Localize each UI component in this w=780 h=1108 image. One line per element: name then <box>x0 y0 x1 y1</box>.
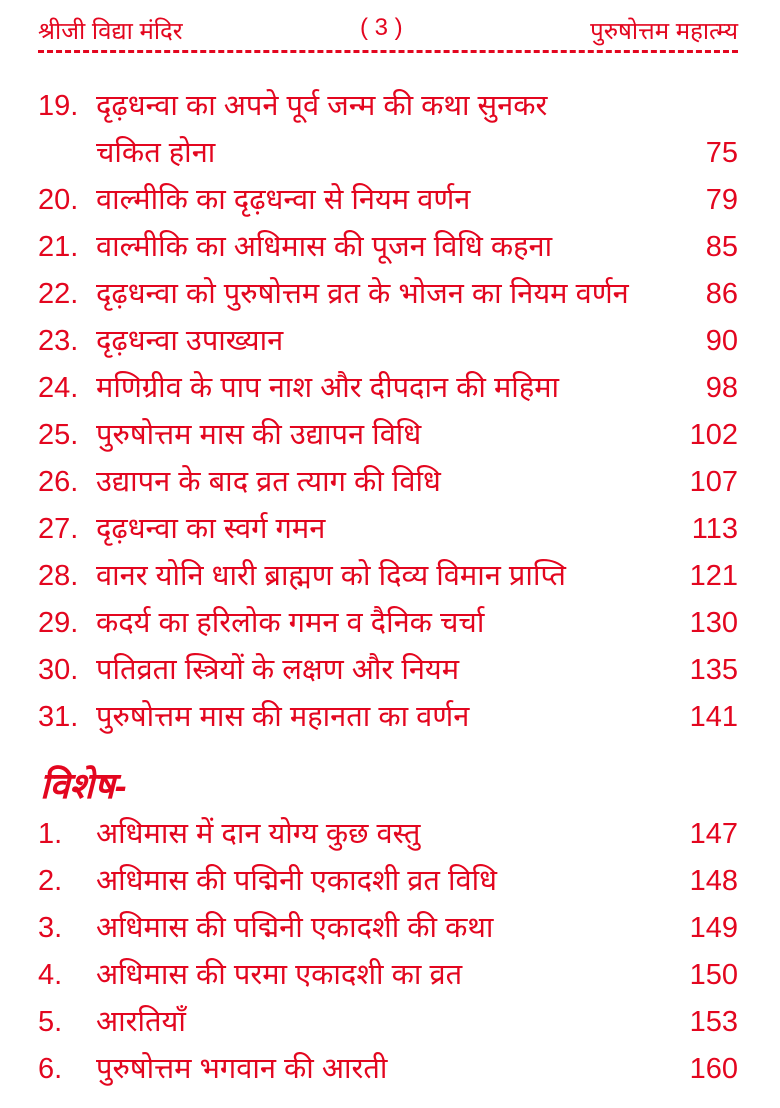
entry-number: 23. <box>38 325 79 357</box>
entry-title: पुरुषोत्तम भगवान की आरती <box>96 1053 388 1085</box>
entry-page: 107 <box>689 466 738 498</box>
toc-entry[interactable] <box>38 460 738 504</box>
entry-page: 79 <box>705 184 738 216</box>
entry-title: अधिमास की पद्मिनी एकादशी की कथा <box>96 912 494 944</box>
entry-number: 28. <box>38 560 79 592</box>
entry-number: 22. <box>38 278 79 310</box>
entry-title: उद्यापन के बाद व्रत त्याग की विधि <box>96 466 441 498</box>
entry-number: 27. <box>38 513 79 545</box>
entry-title: दृढ़धन्वा उपाख्यान <box>96 325 284 357</box>
entry-title: पुरुषोत्तम मास की उद्यापन विधि <box>96 419 422 451</box>
toc-entry[interactable] <box>38 601 738 645</box>
entry-title: कदर्य का हरिलोक गमन व दैनिक चर्चा <box>96 607 485 639</box>
toc-entry[interactable] <box>38 319 738 363</box>
entry-title: अधिमास में दान योग्य कुछ वस्तु <box>96 818 421 850</box>
toc-entry[interactable] <box>38 225 738 269</box>
toc-entry[interactable] <box>38 507 738 551</box>
dashed-divider <box>38 50 738 53</box>
entry-page: 149 <box>689 912 738 944</box>
toc-entry[interactable] <box>38 648 738 692</box>
entry-page: 147 <box>689 818 738 850</box>
special-entry[interactable] <box>38 1000 738 1044</box>
entry-page: 121 <box>689 560 738 592</box>
toc-entry[interactable] <box>38 695 738 739</box>
entry-title: वाल्मीकि का अधिमास की पूजन विधि कहना <box>96 231 553 263</box>
toc-entry[interactable] <box>38 413 738 457</box>
toc-entry[interactable] <box>38 366 738 410</box>
entry-page: 90 <box>705 325 738 357</box>
toc-entry[interactable] <box>38 272 738 316</box>
entry-number: 5. <box>38 1006 63 1038</box>
toc-entry[interactable] <box>38 554 738 598</box>
entry-number: 6. <box>38 1053 63 1085</box>
entry-page: 85 <box>705 231 738 263</box>
entry-number: 1. <box>38 818 63 850</box>
special-heading: विशेष- <box>40 765 127 806</box>
entry-title: दृढ़धन्वा का स्वर्ग गमन <box>96 513 326 545</box>
entry-title: दृढ़धन्वा का अपने पूर्व जन्म की कथा सुनकर <box>96 90 548 122</box>
header-left: श्रीजी विद्या मंदिर <box>38 18 183 45</box>
header-right: पुरुषोत्तम महात्म्य <box>590 18 738 45</box>
entry-number: 4. <box>38 959 63 991</box>
entry-page: 98 <box>705 372 738 404</box>
entry-number: 31. <box>38 701 79 733</box>
toc-entry-continued[interactable] <box>38 131 738 175</box>
entry-page: 141 <box>689 701 738 733</box>
toc-entry[interactable] <box>38 84 738 128</box>
entry-title: दृढ़धन्वा को पुरुषोत्तम व्रत के भोजन का नियम वर्णन <box>96 278 629 310</box>
entry-number: 24. <box>38 372 79 404</box>
page-number: ( 3 ) <box>360 14 403 41</box>
entry-title: मणिग्रीव के पाप नाश और दीपदान की महिमा <box>96 372 560 404</box>
entry-title: वाल्मीकि का दृढ़धन्वा से नियम वर्णन <box>96 184 471 216</box>
entry-number: 30. <box>38 654 79 686</box>
special-entry[interactable] <box>38 953 738 997</box>
entry-title-continued: चकित होना <box>96 137 216 169</box>
entry-title: पुरुषोत्तम मास की महानता का वर्णन <box>96 701 470 733</box>
entry-number: 29. <box>38 607 79 639</box>
entry-number: 25. <box>38 419 79 451</box>
special-entry[interactable] <box>38 859 738 903</box>
special-entry[interactable] <box>38 1047 738 1091</box>
special-entry[interactable] <box>38 906 738 950</box>
entry-number: 26. <box>38 466 79 498</box>
special-entry[interactable] <box>38 812 738 856</box>
entry-title: पतिव्रता स्त्रियों के लक्षण और नियम <box>96 654 460 686</box>
running-header <box>38 14 738 48</box>
entry-number: 20. <box>38 184 79 216</box>
entry-title: वानर योनि धारी ब्राह्मण को दिव्य विमान प्राप्ति <box>96 560 566 592</box>
entry-page: 130 <box>689 607 738 639</box>
entry-page: 160 <box>689 1053 738 1085</box>
entry-title: अधिमास की परमा एकादशी का व्रत <box>96 959 463 991</box>
entry-number: 21. <box>38 231 79 263</box>
entry-title: अधिमास की पद्मिनी एकादशी व्रत विधि <box>96 865 497 897</box>
entry-page: 113 <box>691 513 738 545</box>
entry-page: 153 <box>689 1006 738 1038</box>
entry-number: 3. <box>38 912 63 944</box>
entry-number: 2. <box>38 865 63 897</box>
entry-page: 86 <box>705 278 738 310</box>
entry-title: आरतियाँ <box>96 1006 186 1038</box>
entry-page: 102 <box>689 419 738 451</box>
entry-page: 75 <box>705 137 738 169</box>
entry-page: 148 <box>689 865 738 897</box>
entry-number: 19. <box>38 90 79 122</box>
entry-page: 150 <box>689 959 738 991</box>
toc-entry[interactable] <box>38 178 738 222</box>
entry-page: 135 <box>689 654 738 686</box>
